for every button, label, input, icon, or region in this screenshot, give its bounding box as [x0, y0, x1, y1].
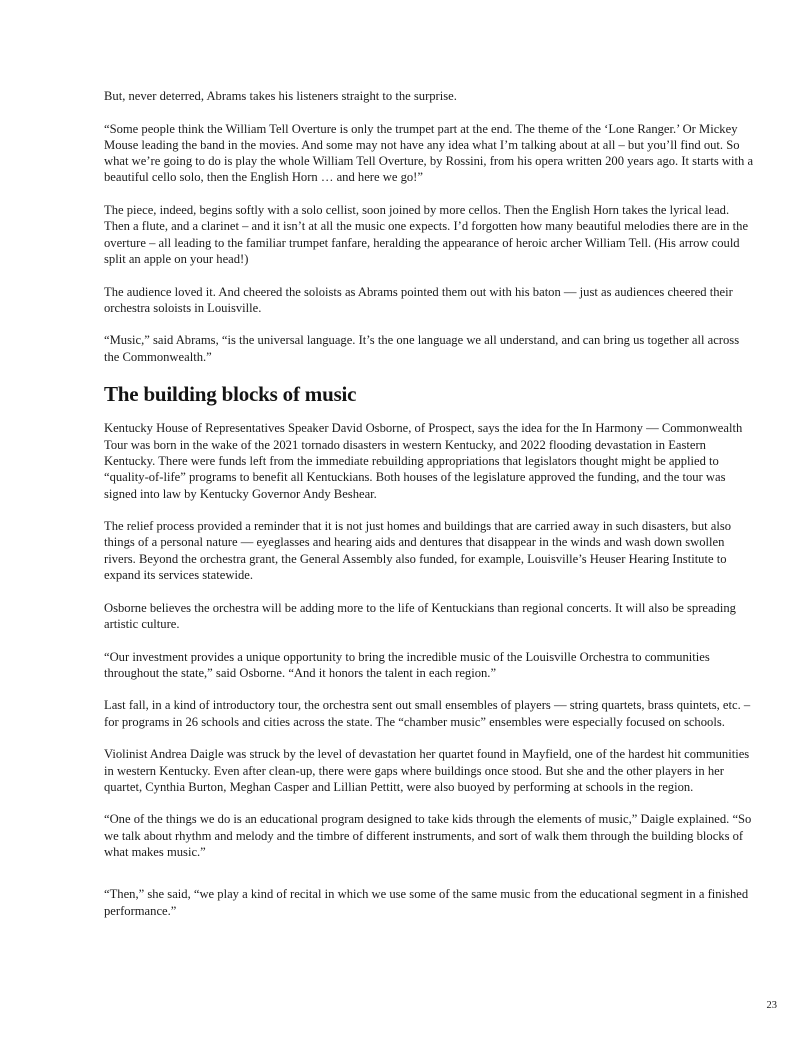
- paragraph: Last fall, in a kind of introductory tour, the orchestra sent out small ensembles of players — string quartets, brass quintets, etc. – for programs in 26 schools and cities across the state. The “chamber music” ensembles were especially focused on schools.: [104, 698, 751, 729]
- paragraph: “Some people think the William Tell Overture is only the trumpet part at the end. The theme of the ‘Lone Ranger.’ Or Mickey Mouse leading the band in the movies. And some may not have any idea what I’m talking about at all – but you’ll find out. So what we’re going to do is play the whole William Tell Overture, by Rossini, from his opera written 200 years ago. It starts with a beautiful cello solo, then the English Horn … and here we go!”: [104, 121, 754, 185]
- paragraph: Osborne believes the orchestra will be adding more to the life of Kentuckians than regional concerts. It will also be spreading artistic culture.: [104, 600, 736, 631]
- paragraph: The piece, indeed, begins softly with a solo cellist, soon joined by more cellos. Then the English Horn takes the lyrical lead. Then a flute, and a clarinet – and it isn’t at all the music one expects. I’d forgotten how many beautiful melodies there are in the overture – all leading to the familiar trumpet fanfare, heralding the appearance of heroic archer William Tell. (His arrow could split an apple on your head!): [104, 203, 749, 266]
- article-body: [104, 88, 756, 935]
- paragraph: “One of the things we do is an educational program designed to take kids through the elements of music,” Daigle explained. “So we talk about rhythm and melody and the timbre of different instruments, and sort of walk them through the building blocks of what makes music.”: [104, 812, 752, 860]
- page-number: 23: [766, 1000, 777, 1011]
- section-heading: The building blocks of music: [104, 382, 357, 407]
- paragraph: “Then,” she said, “we play a kind of recital in which we use some of the same music from the educational segment in a finished performance.”: [104, 887, 749, 918]
- paragraph: “Our investment provides a unique opportunity to bring the incredible music of the Louisville Orchestra to communities throughout the state,” said Osborne. “And it honors the talent in each region.”: [104, 649, 710, 680]
- paragraph: But, never deterred, Abrams takes his listeners straight to the surprise.: [104, 89, 457, 103]
- paragraph: The audience loved it. And cheered the soloists as Abrams pointed them out with his baton — just as audiences cheered their orchestra soloists in Louisville.: [104, 284, 733, 315]
- paragraph: Kentucky House of Representatives Speaker David Osborne, of Prospect, says the idea for the In Harmony — Commonwealth Tour was born in the wake of the 2021 tornado disasters in western Kentucky, and 2022 flooding devastation in Eastern Kentucky. There were funds left from the immediate rebuilding appropriations that legislators thought might be applied to “quality-of-life” programs to benefit all Kentuckians. Both houses of the legislature approved the funding, and the tour was signed into law by Kentucky Governor Andy Beshear.: [104, 421, 743, 501]
- paragraph: “Music,” said Abrams, “is the universal language. It’s the one language we all understand, and can bring us together all across the Commonwealth.”: [104, 333, 740, 364]
- paragraph: Violinist Andrea Daigle was struck by the level of devastation her quartet found in Mayfield, one of the hardest hit communities in western Kentucky. Even after clean-up, there were gaps where buildings once stood. But she and the other players in her quartet, Cynthia Burton, Meghan Casper and Lillian Pettitt, were also buoyed by performing at schools in the region.: [104, 747, 750, 794]
- paragraph: The relief process provided a reminder that it is not just homes and buildings that are carried away in such disasters, but also things of a personal nature — eyeglasses and hearing aids and dentures that disappear in the winds and wash down swollen rivers. Beyond the orchestra grant, the General Assembly also funded, for example, Louisville’s Heuser Hearing Institute to expand its services statewide.: [104, 519, 732, 583]
